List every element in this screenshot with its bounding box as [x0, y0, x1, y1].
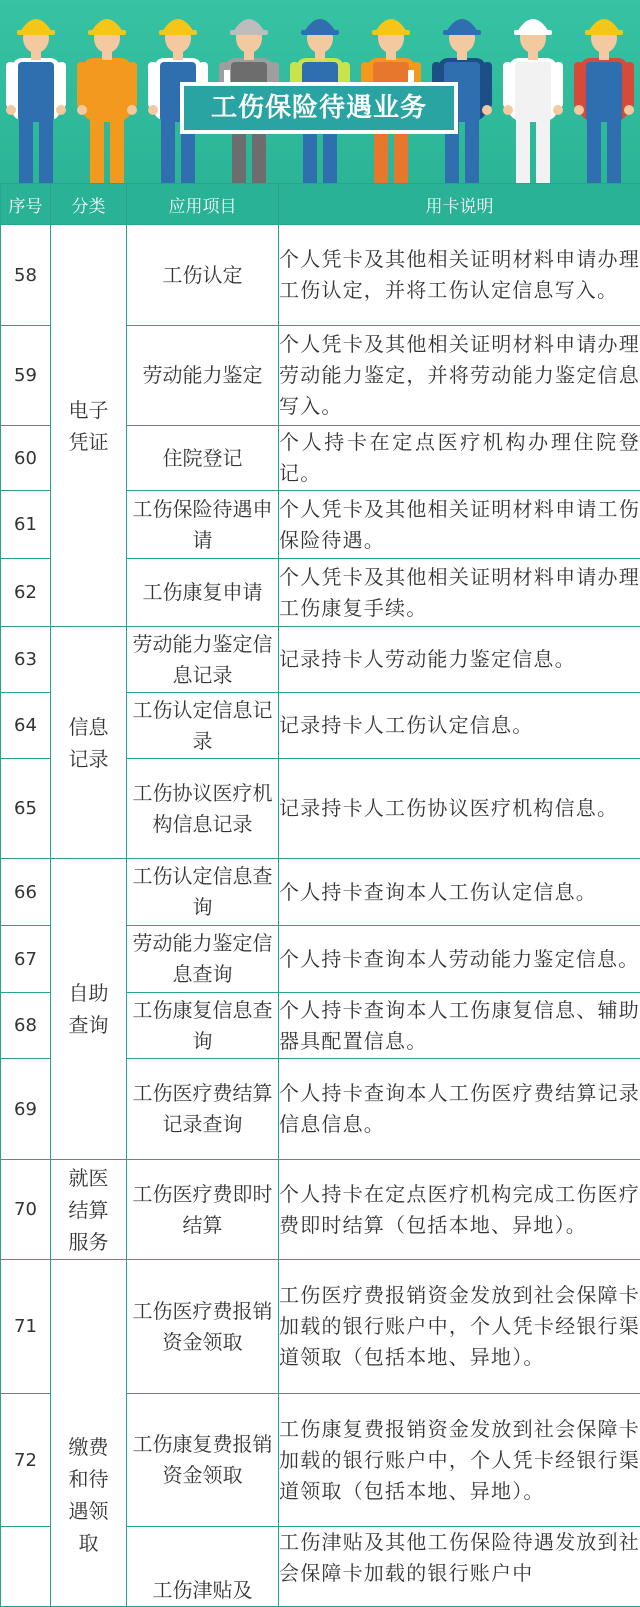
row-number: 65 [1, 759, 51, 859]
card-usage-description: 个人凭卡及其他相关证明材料申请办理工伤认定，并将工伤认定信息写入。 [279, 225, 640, 326]
application-item: 工伤协议医疗机构信息记录 [127, 759, 279, 859]
application-item: 工伤津贴及 [127, 1527, 279, 1607]
category-label: 信息 记录 [51, 711, 126, 775]
header-banner [0, 0, 640, 183]
application-item: 工伤康复信息查询 [127, 993, 279, 1059]
application-item: 工伤认定 [127, 225, 279, 326]
card-usage-description: 个人凭卡及其他相关证明材料申请办理劳动能力鉴定，并将劳动能力鉴定信息写入。 [279, 326, 640, 426]
category-cell [51, 1260, 127, 1607]
row-number: 58 [1, 225, 51, 326]
row-number: 60 [1, 426, 51, 491]
row-number: 61 [1, 491, 51, 559]
application-item: 工伤保险待遇申请 [127, 491, 279, 559]
application-item: 工伤医疗费报销资金领取 [127, 1260, 279, 1394]
header-card-usage: 用卡说明 [279, 184, 640, 225]
row-number: 63 [1, 627, 51, 693]
page-title: 工伤保险待遇业务 [180, 82, 458, 134]
row-number: 67 [1, 926, 51, 993]
row-number: 72 [1, 1394, 51, 1527]
table-row [1, 1160, 640, 1260]
row-number: 69 [1, 1059, 51, 1160]
card-usage-description: 个人持卡查询本人工伤康复信息、辅助器具配置信息。 [279, 993, 640, 1059]
application-item: 工伤医疗费即时结算 [127, 1160, 279, 1260]
row-number: 71 [1, 1260, 51, 1394]
card-usage-description: 记录持卡人工伤认定信息。 [279, 693, 640, 759]
card-usage-description: 记录持卡人工伤协议医疗机构信息。 [279, 759, 640, 859]
card-usage-description: 个人持卡查询本人劳动能力鉴定信息。 [279, 926, 640, 993]
row-number: 64 [1, 693, 51, 759]
row-number: 68 [1, 993, 51, 1059]
worker-figure [77, 19, 137, 183]
category-label: 缴费 和待 遇领 取 [51, 1431, 126, 1559]
row-number: 70 [1, 1160, 51, 1260]
card-usage-description: 个人持卡查询本人工伤认定信息。 [279, 859, 640, 926]
category-cell [51, 1160, 127, 1260]
card-usage-description: 个人凭卡及其他相关证明材料申请办理工伤康复手续。 [279, 559, 640, 627]
application-item: 劳动能力鉴定 [127, 326, 279, 426]
table-row [1, 1260, 640, 1394]
benefits-table [0, 183, 640, 1607]
header-number: 序号 [1, 184, 51, 225]
card-usage-description: 工伤津贴及其他工伤保险待遇发放到社会保障卡加载的银行账户中 [279, 1527, 640, 1607]
row-number [1, 1527, 51, 1607]
worker-figure [574, 19, 634, 183]
category-cell [51, 627, 127, 859]
table-header-row [1, 184, 640, 225]
card-usage-description: 个人持卡查询本人工伤医疗费结算记录信息信息。 [279, 1059, 640, 1160]
application-item: 工伤认定信息记录 [127, 693, 279, 759]
card-usage-description: 个人持卡在定点医疗机构完成工伤医疗费即时结算（包括本地、异地）。 [279, 1160, 640, 1260]
card-usage-description: 个人持卡在定点医疗机构办理住院登记。 [279, 426, 640, 491]
category-cell [51, 225, 127, 627]
table-row [1, 859, 640, 926]
application-item: 工伤康复申请 [127, 559, 279, 627]
row-number: 62 [1, 559, 51, 627]
category-label: 电子 凭证 [51, 394, 126, 458]
row-number: 66 [1, 859, 51, 926]
table-row [1, 225, 640, 326]
application-item: 工伤康复费报销资金领取 [127, 1394, 279, 1527]
application-item: 劳动能力鉴定信息查询 [127, 926, 279, 993]
category-label: 就医 结算 服务 [51, 1162, 126, 1258]
category-label: 自助 查询 [51, 977, 126, 1041]
header-application: 应用项目 [127, 184, 279, 225]
row-number: 59 [1, 326, 51, 426]
application-item: 劳动能力鉴定信息记录 [127, 627, 279, 693]
worker-figure [503, 19, 563, 183]
application-item: 住院登记 [127, 426, 279, 491]
table-row [1, 627, 640, 693]
application-item: 工伤认定信息查询 [127, 859, 279, 926]
card-usage-description: 工伤康复费报销资金发放到社会保障卡加载的银行账户中，个人凭卡经银行渠道领取（包括本地、异地）。 [279, 1394, 640, 1527]
worker-figure [6, 19, 66, 183]
category-cell [51, 859, 127, 1160]
application-item: 工伤医疗费结算记录查询 [127, 1059, 279, 1160]
header-category: 分类 [51, 184, 127, 225]
card-usage-description: 记录持卡人劳动能力鉴定信息。 [279, 627, 640, 693]
card-usage-description: 个人凭卡及其他相关证明材料申请工伤保险待遇。 [279, 491, 640, 559]
card-usage-description: 工伤医疗费报销资金发放到社会保障卡加载的银行账户中，个人凭卡经银行渠道领取（包括本地、异地）。 [279, 1260, 640, 1394]
